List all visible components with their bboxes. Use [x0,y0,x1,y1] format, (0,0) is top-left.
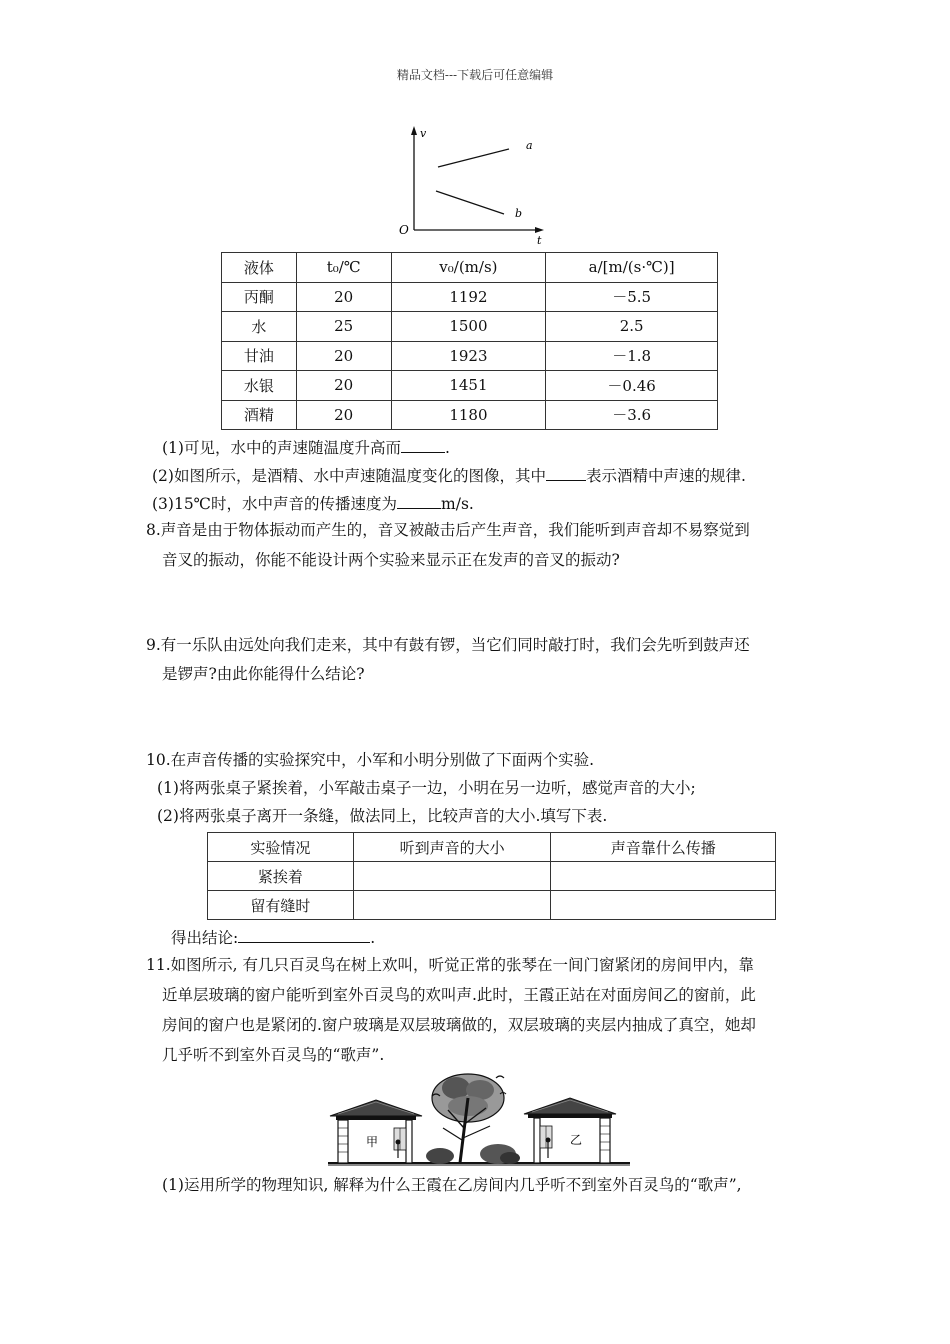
q11-line4: 几乎听不到室外百灵鸟的“歌声”. [162,1046,385,1064]
table-cell: －3.6 [546,400,718,430]
table-row [222,371,718,401]
table-cell: 水银 [222,371,297,401]
table-header-row [222,253,718,283]
table-cell: 酒精 [222,400,297,430]
origin-label: O [399,223,409,237]
header-cell: t₀/℃ [296,253,391,283]
q7-part3: (3)15℃时，水中声音的传播速度为 m/s. [152,492,474,514]
table-cell: 1180 [391,400,546,430]
table-cell: 20 [296,371,391,401]
table-cell: －1.8 [546,341,718,371]
table-row [222,312,718,342]
table-cell: 25 [296,312,391,342]
table-row [222,282,718,312]
table-row [208,862,776,891]
room-a-label: 甲 [366,1135,379,1149]
line-b-label: b [515,207,523,220]
x-axis-label: t [537,234,542,247]
header-cell: a/[m/(s·℃)] [546,253,718,283]
y-axis-label: v [420,127,427,140]
answer-blank[interactable] [401,436,445,453]
answer-cell[interactable] [353,891,551,920]
q11-line1: 11.如图所示, 有几只百灵鸟在树上欢叫，听觉正常的张琴在一间门窗紧闭的房间甲内，靠 [146,956,755,974]
q11-sub1: (1)运用所学的物理知识, 解释为什么王霞在乙房间内几乎听不到室外百灵鸟的“歌声”, [162,1176,742,1194]
table-cell: 20 [296,341,391,371]
sound-speed-table [221,252,718,430]
houses-tree-illustration [328,1068,630,1166]
answer-blank[interactable] [238,926,370,943]
table-cell: －0.46 [546,371,718,401]
table-header-row [208,833,776,862]
line-a [438,149,509,167]
table-cell: 1500 [391,312,546,342]
table-cell: 1192 [391,282,546,312]
q8-line1: 8.声音是由于物体振动而产生的，音叉被敲击后产生声音，我们能听到声音却不易察觉到 [146,521,750,539]
q11-line2: 近单层玻璃的窗户能听到室外百灵鸟的欢叫声.此时，王霞正站在对面房间乙的窗前，此 [162,986,756,1004]
table-cell: 2.5 [546,312,718,342]
answer-blank[interactable] [397,492,441,509]
answer-cell[interactable] [551,891,776,920]
table-row [222,341,718,371]
answer-blank[interactable] [546,464,586,481]
table-cell: －5.5 [546,282,718,312]
q9-line2: 是锣声?由此你能得什么结论? [162,665,365,683]
page-header: 精品文档---下载后可任意编辑 [396,68,554,82]
table-cell: 20 [296,400,391,430]
line-b [436,191,504,214]
header-cell: 听到声音的大小 [353,833,551,862]
table-row [208,891,776,920]
room-b-label: 乙 [570,1133,583,1147]
answer-cell[interactable] [353,862,551,891]
q10-conclusion: 得出结论: . [171,926,375,948]
table-cell: 1923 [391,341,546,371]
table-cell: 丙酮 [222,282,297,312]
table-cell: 20 [296,282,391,312]
table-row [222,400,718,430]
q7-part2: (2)如图所示，是酒精、水中声速随温度变化的图像，其中 表示酒精中声速的规律. [152,464,746,486]
table-cell: 甘油 [222,341,297,371]
table-cell: 留有缝时 [208,891,354,920]
q9-line1: 9.有一乐队由远处向我们走来，其中有鼓有锣，当它们同时敲打时，我们会先听到鼓声还 [146,636,750,654]
experiment-table [207,832,776,920]
q10-line3: (2)将两张桌子离开一条缝，做法同上，比较声音的大小.填写下表. [157,807,608,825]
table-cell: 1451 [391,371,546,401]
table-cell: 紧挨着 [208,862,354,891]
table-cell: 水 [222,312,297,342]
velocity-temperature-graph [392,122,552,248]
answer-cell[interactable] [551,862,776,891]
q10-line2: (1)将两张桌子紧挨着，小军敲击桌子一边，小明在另一边听，感觉声音的大小; [157,779,696,797]
q7-part1: (1)可见，水中的声速随温度升高而 . [162,436,450,458]
line-a-label: a [526,139,533,152]
header-cell: 声音靠什么传播 [551,833,776,862]
q11-line3: 房间的窗户也是紧闭的.窗户玻璃是双层玻璃做的，双层玻璃的夹层内抽成了真空，她却 [162,1016,756,1034]
header-cell: 实验情况 [208,833,354,862]
header-cell: v₀/(m/s) [391,253,546,283]
header-cell: 液体 [222,253,297,283]
q10-line1: 10.在声音传播的实验探究中，小军和小明分别做了下面两个实验. [146,751,595,769]
q8-line2: 音叉的振动，你能不能设计两个实验来显示正在发声的音叉的振动? [162,551,620,569]
